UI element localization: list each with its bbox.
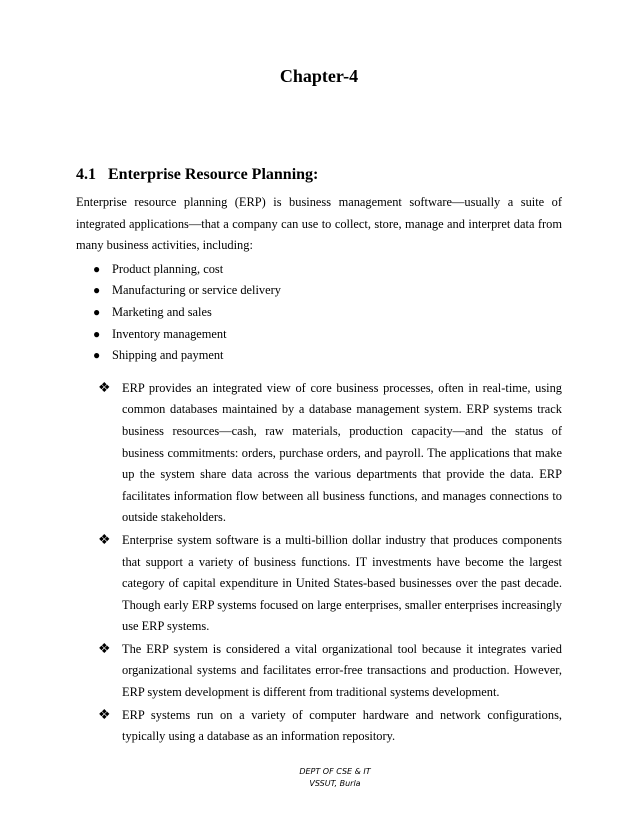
- list-item: ● Product planning, cost: [76, 259, 562, 281]
- section-number: 4.1: [76, 166, 96, 183]
- point-item: ❖ ERP systems run on a variety of computer hardware and network configurations, typically using a database as an information repository.: [76, 705, 562, 748]
- diamond-bullet-icon: ❖: [98, 641, 111, 657]
- bullet-icon: ●: [93, 261, 101, 276]
- point-item: ❖ The ERP system is considered a vital organizational tool because it integrates varied organizational systems and facilitates error-free transactions and production. However, ERP system development is different from traditional systems development.: [76, 639, 562, 704]
- page-footer: [0, 766, 638, 790]
- list-item: ● Inventory management: [76, 324, 562, 346]
- list-item: ● Manufacturing or service delivery: [76, 280, 562, 302]
- bullet-icon: ●: [93, 348, 101, 363]
- list-item: ● Shipping and payment: [76, 345, 562, 367]
- point-item: ❖ ERP provides an integrated view of core business processes, often in real-time, using common databases maintained by a database management system. ERP systems track business resources—cash, raw materials, production capacity—and the status of business commitments: orders, purchase orders, and payroll. The applications that make up the system share data across the various departments that provide the data. ERP facilitates information flow between all business functions, and manages connections to outside stakeholders.: [76, 378, 562, 529]
- activities-list: [76, 259, 562, 367]
- list-item: ● Marketing and sales: [76, 302, 562, 324]
- diamond-bullet-icon: ❖: [98, 380, 111, 396]
- chapter-title: Chapter-4: [279, 66, 359, 86]
- section-heading: [76, 166, 562, 184]
- footer-department: DEPT OF CSE & IT: [299, 767, 371, 776]
- erp-points-list: [76, 378, 562, 748]
- footer-institution: VSSUT, Burla: [309, 779, 361, 788]
- point-item: ❖ Enterprise system software is a multi-billion dollar industry that produces components that support a variety of business functions. IT investments have become the largest category of capital expenditure in United States-based businesses over the past decade. Though early ERP systems focused on large enterprises, smaller enterprises increasingly use ERP systems.: [76, 530, 562, 638]
- section-enterprise-resource-planning: [76, 166, 562, 749]
- intro-paragraph: Enterprise resource planning (ERP) is business management software—usually a suite of integrated applications—that a company can use to collect, store, manage and interpret data from many business activities, including:: [76, 195, 562, 253]
- diamond-bullet-icon: ❖: [98, 707, 111, 723]
- diamond-bullet-icon: ❖: [98, 532, 111, 548]
- section-title: Enterprise Resource Planning:: [108, 166, 319, 183]
- bullet-icon: ●: [93, 326, 101, 341]
- bullet-icon: ●: [93, 283, 101, 298]
- bullet-icon: ●: [93, 304, 101, 319]
